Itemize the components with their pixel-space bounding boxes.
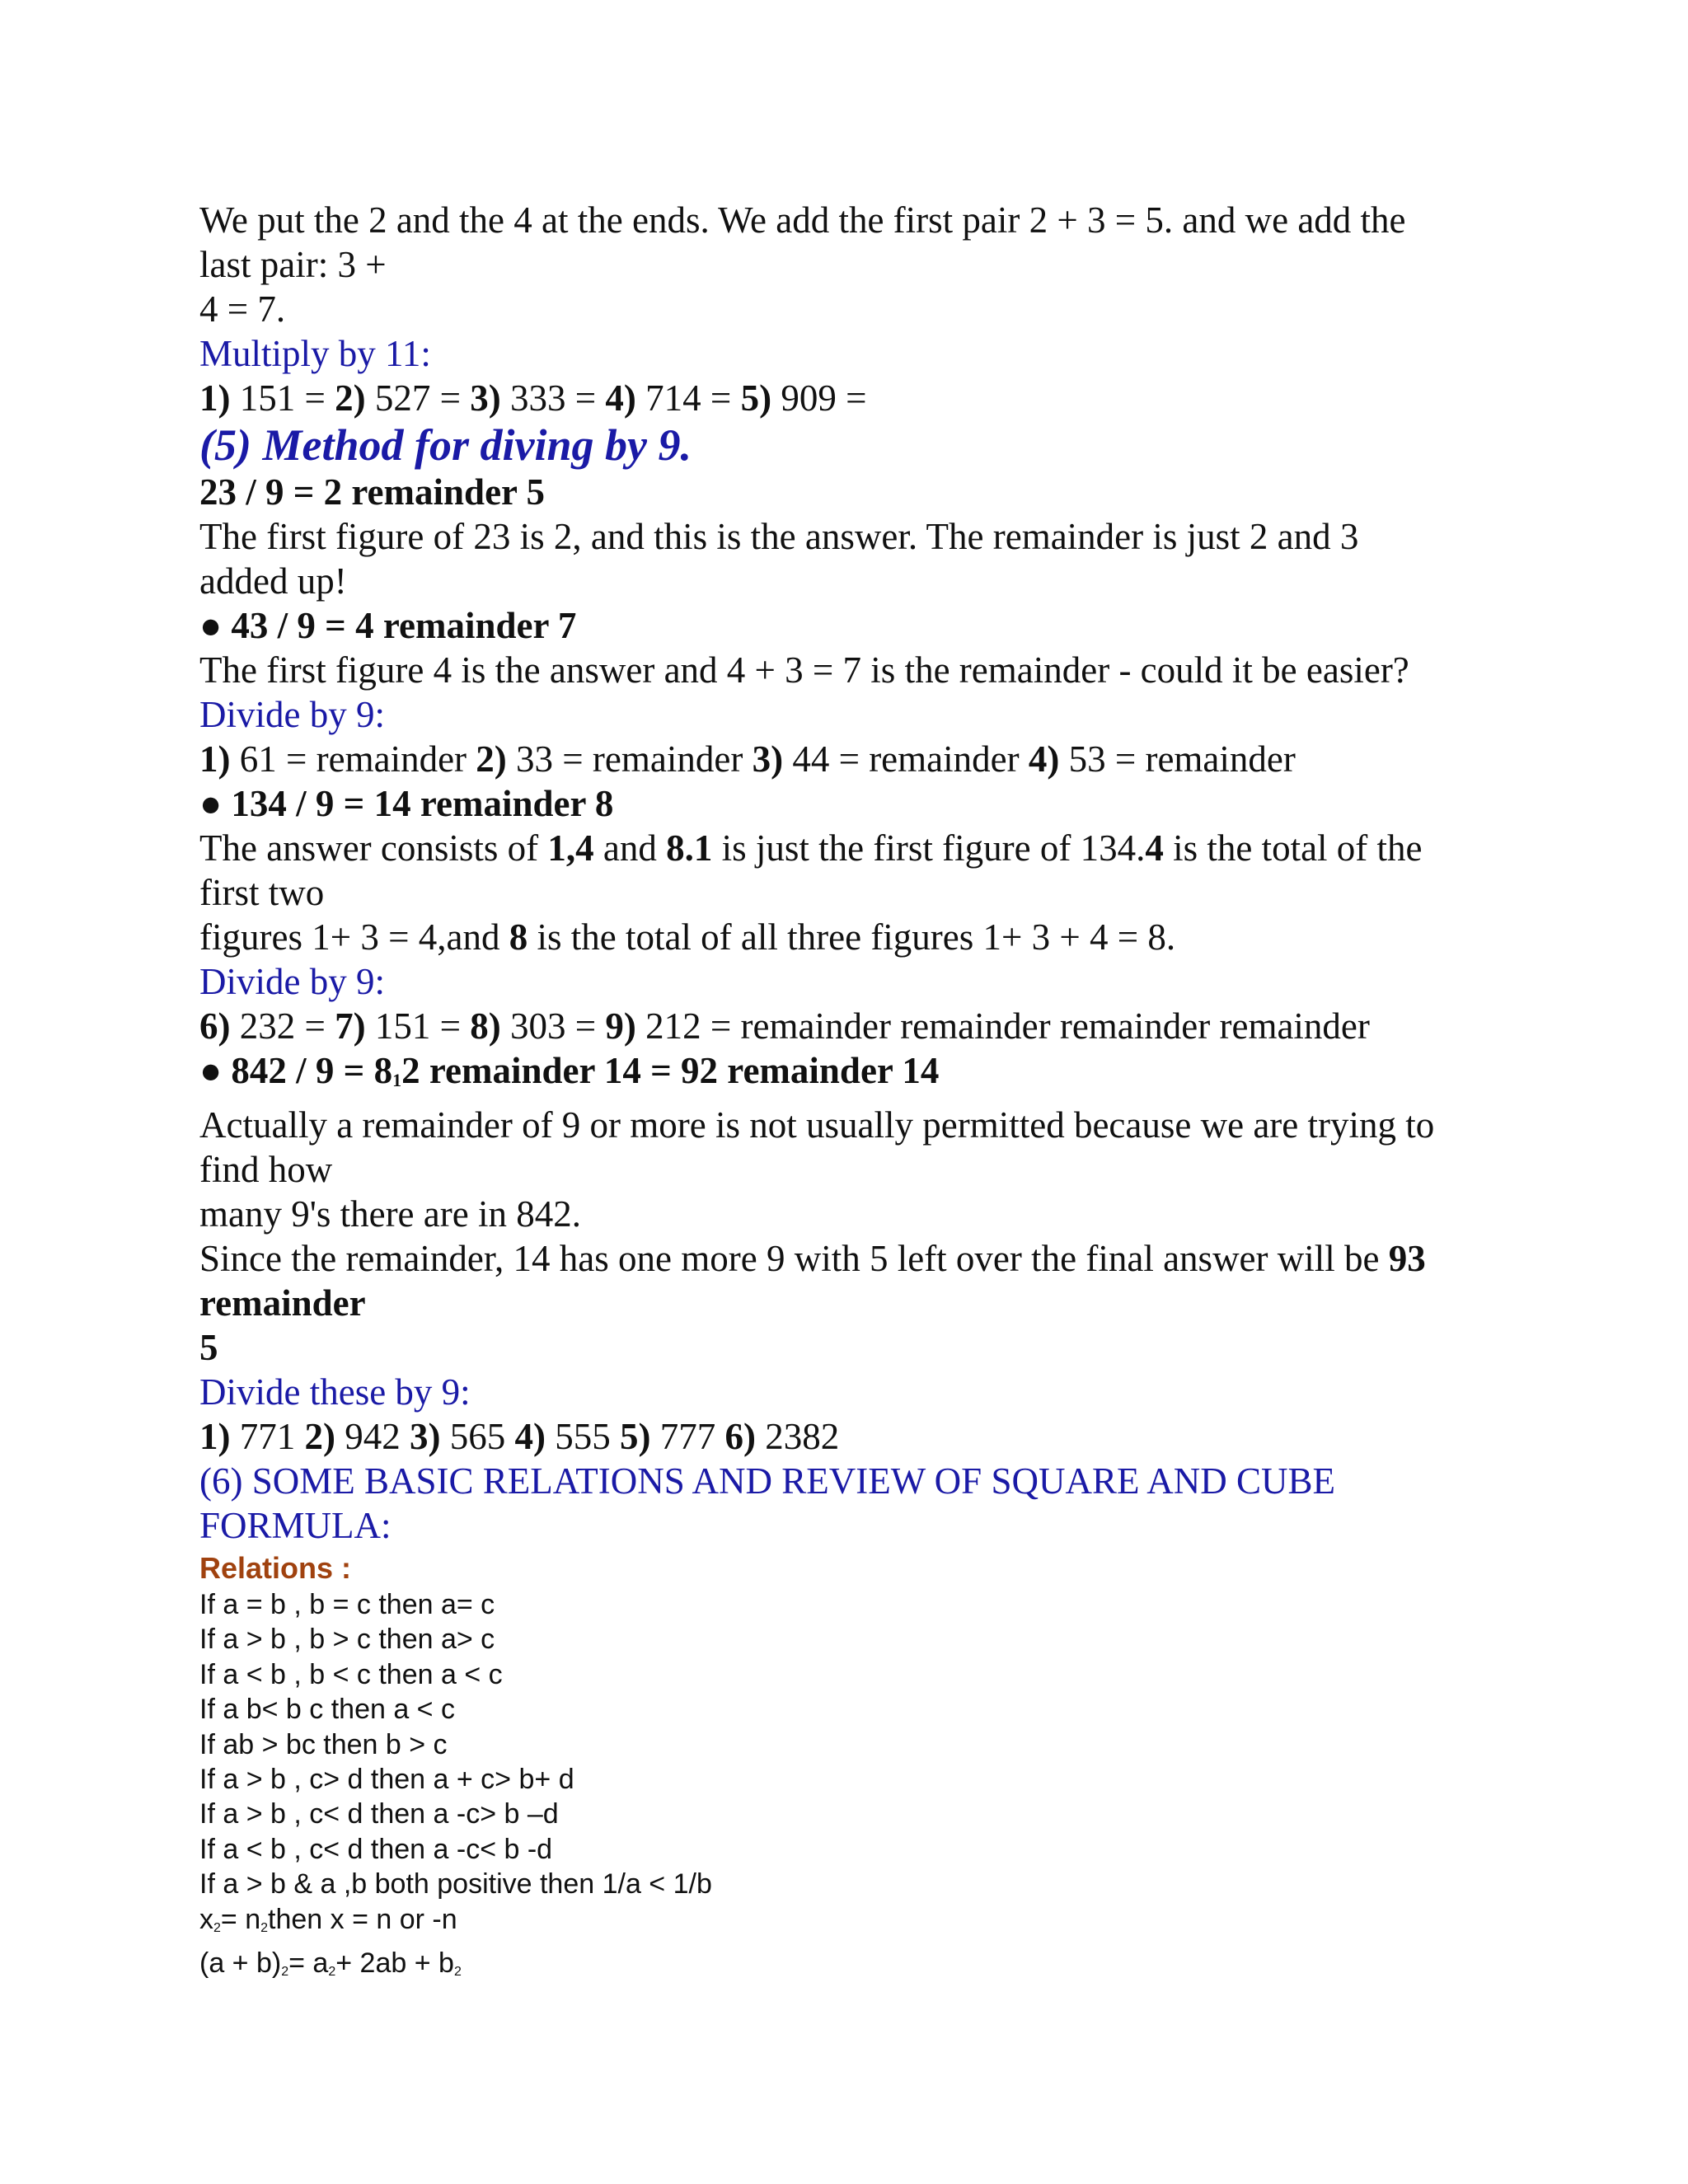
multiply-by-11-exercises bbox=[199, 376, 1502, 420]
text-run: = a bbox=[288, 1947, 329, 1980]
example-4-text-5: remainder bbox=[199, 1282, 366, 1324]
divide-these-by-9-exercises bbox=[199, 1414, 1502, 1459]
exercise-expression: 771 bbox=[230, 1416, 305, 1457]
section-6-heading-line-2: FORMULA: bbox=[199, 1505, 392, 1546]
exercise-number: 2) bbox=[476, 738, 507, 780]
exercise-expression: 333 = bbox=[500, 377, 606, 419]
text-run: is just the first figure of 134. bbox=[712, 827, 1146, 869]
example-4 bbox=[199, 1048, 1502, 1103]
text-run: and bbox=[593, 827, 667, 869]
exercise-number: 6) bbox=[724, 1416, 756, 1457]
exercise-number: 6) bbox=[199, 1005, 231, 1047]
text-run: x bbox=[199, 1903, 213, 1935]
relation-line: If a b< b c then a < c bbox=[199, 1694, 455, 1726]
exercise-expression: 151 = bbox=[365, 1005, 471, 1047]
text-run: 8.1 bbox=[666, 827, 713, 869]
text-run: = n bbox=[220, 1903, 261, 1935]
subscript: 2 bbox=[213, 1920, 221, 1935]
exercise-number: 3) bbox=[410, 1416, 441, 1457]
square-relation-line bbox=[199, 1902, 1502, 1946]
exercise-number: 8) bbox=[470, 1005, 501, 1047]
exercise-expression: 565 bbox=[440, 1416, 515, 1457]
text-run: 1,4 bbox=[547, 827, 594, 869]
relation-line: If a > b , c> d then a + c> b+ d bbox=[199, 1764, 574, 1796]
exercise-number: 3) bbox=[470, 377, 501, 419]
exercise-number: 4) bbox=[514, 1416, 546, 1457]
example-1-text-1: The first figure of 23 is 2, and this is the answer. The remainder is just 2 and 3 bbox=[199, 516, 1359, 557]
text-run: (a + b) bbox=[199, 1947, 282, 1980]
text-run: + 2ab + b bbox=[335, 1947, 454, 1980]
text-run: 93 bbox=[1388, 1238, 1426, 1279]
divide-by-9-title-1: Divide by 9: bbox=[199, 694, 385, 735]
example-4-text-3: many 9's there are in 842. bbox=[199, 1193, 581, 1235]
example-4-text-2: find how bbox=[199, 1149, 333, 1190]
exercise-expression: 942 bbox=[335, 1416, 410, 1457]
multiply-by-11-title: Multiply by 11: bbox=[199, 333, 431, 374]
relation-line: If a > b & a ,b both positive then 1/a < 1/b bbox=[199, 1868, 712, 1900]
exercise-expression: 909 = bbox=[771, 377, 867, 419]
text-run: 2 remainder 14 = 92 remainder 14 bbox=[401, 1050, 940, 1091]
exercise-expression: 53 = remainder bbox=[1059, 738, 1296, 780]
relation-line: If a < b , b < c then a < c bbox=[199, 1658, 503, 1690]
exercise-number: 5) bbox=[620, 1416, 651, 1457]
divide-by-9-exercises-1 bbox=[199, 737, 1502, 781]
exercise-expression: 212 = remainder remainder remainder remainder bbox=[635, 1005, 1370, 1047]
exercise-expression: 303 = bbox=[500, 1005, 606, 1047]
document-page bbox=[199, 198, 1502, 1990]
subscript: 2 bbox=[453, 1965, 462, 1980]
exercise-number: 5) bbox=[740, 377, 772, 419]
exercise-expression: 714 = bbox=[635, 377, 741, 419]
exercise-number: 7) bbox=[335, 1005, 366, 1047]
exercise-number: 1) bbox=[199, 738, 231, 780]
exercise-expression: 2382 bbox=[756, 1416, 840, 1457]
intro-line-1: We put the 2 and the 4 at the ends. We add the first pair 2 + 3 = 5. and we add the bbox=[199, 199, 1406, 241]
text-run: figures 1+ 3 = 4,and bbox=[199, 916, 509, 958]
exercise-expression: 61 = remainder bbox=[230, 738, 476, 780]
section-6-heading-line-1: (6) SOME BASIC RELATIONS AND REVIEW OF SQUARE AND CUBE bbox=[199, 1460, 1335, 1502]
example-3: ● 134 / 9 = 14 remainder 8 bbox=[199, 783, 614, 824]
text-run: 8 bbox=[509, 916, 528, 958]
exercise-number: 3) bbox=[752, 738, 784, 780]
subscript: 2 bbox=[328, 1965, 336, 1980]
relation-line: If a < b , c< d then a -c< b -d bbox=[199, 1833, 553, 1865]
example-4-text-6: 5 bbox=[199, 1327, 218, 1368]
relation-line: If a > b , b > c then a> c bbox=[199, 1624, 495, 1656]
exercise-expression: 151 = bbox=[230, 377, 335, 419]
text-run: ● 842 / 9 = 8 bbox=[199, 1050, 393, 1091]
divide-by-9-title-2: Divide by 9: bbox=[199, 961, 385, 1002]
relation-line: If a > b , c< d then a -c> b –d bbox=[199, 1798, 559, 1830]
exercise-expression: 777 bbox=[650, 1416, 725, 1457]
subscript: 1 bbox=[392, 1070, 402, 1090]
section-5-heading: (5) Method for diving by 9. bbox=[199, 420, 692, 470]
subscript: 2 bbox=[260, 1920, 269, 1935]
intro-line-3: 4 = 7. bbox=[199, 288, 286, 330]
example-1: 23 / 9 = 2 remainder 5 bbox=[199, 471, 545, 513]
example-3-text-2: first two bbox=[199, 872, 325, 913]
text-run: is the total of the bbox=[1163, 827, 1423, 869]
subscript: 2 bbox=[281, 1965, 289, 1980]
exercise-number: 2) bbox=[304, 1416, 335, 1457]
exercise-number: 4) bbox=[1028, 738, 1060, 780]
text-run: 4 bbox=[1145, 827, 1164, 869]
divide-by-9-exercises-2 bbox=[199, 1004, 1502, 1048]
example-2: ● 43 / 9 = 4 remainder 7 bbox=[199, 605, 577, 646]
exercise-expression: 555 bbox=[546, 1416, 620, 1457]
intro-line-2: last pair: 3 + bbox=[199, 244, 387, 285]
exercise-number: 9) bbox=[605, 1005, 636, 1047]
example-3-text-3 bbox=[199, 915, 1502, 959]
text-run: Since the remainder, 14 has one more 9 with 5 left over the final answer will be bbox=[199, 1238, 1389, 1279]
exercise-number: 1) bbox=[199, 1416, 231, 1457]
exercise-expression: 44 = remainder bbox=[783, 738, 1029, 780]
example-3-text-1 bbox=[199, 826, 1502, 870]
exercise-number: 2) bbox=[335, 377, 366, 419]
exercise-expression: 232 = bbox=[230, 1005, 335, 1047]
text-run: The answer consists of bbox=[199, 827, 548, 869]
exercise-expression: 33 = remainder bbox=[506, 738, 753, 780]
text-run: then x = n or -n bbox=[268, 1903, 457, 1935]
exercise-number: 1) bbox=[199, 377, 231, 419]
relation-line: If a = b , b = c then a= c bbox=[199, 1589, 495, 1620]
example-1-text-2: added up! bbox=[199, 560, 347, 602]
exercise-expression: 527 = bbox=[365, 377, 471, 419]
relation-line: If ab > bc then b > c bbox=[199, 1728, 448, 1760]
text-run: is the total of all three figures 1+ 3 + 4 = 8. bbox=[528, 916, 1176, 958]
divide-these-by-9-title: Divide these by 9: bbox=[199, 1371, 471, 1413]
example-4-text-1: Actually a remainder of 9 or more is not usually permitted because we are trying to bbox=[199, 1104, 1435, 1146]
square-formula-line bbox=[199, 1946, 1502, 1990]
exercise-number: 4) bbox=[605, 377, 636, 419]
example-2-text: The first figure 4 is the answer and 4 + 3 = 7 is the remainder - could it be easier? bbox=[199, 649, 1409, 691]
example-4-text-4 bbox=[199, 1236, 1502, 1281]
relations-title: Relations : bbox=[199, 1551, 352, 1585]
